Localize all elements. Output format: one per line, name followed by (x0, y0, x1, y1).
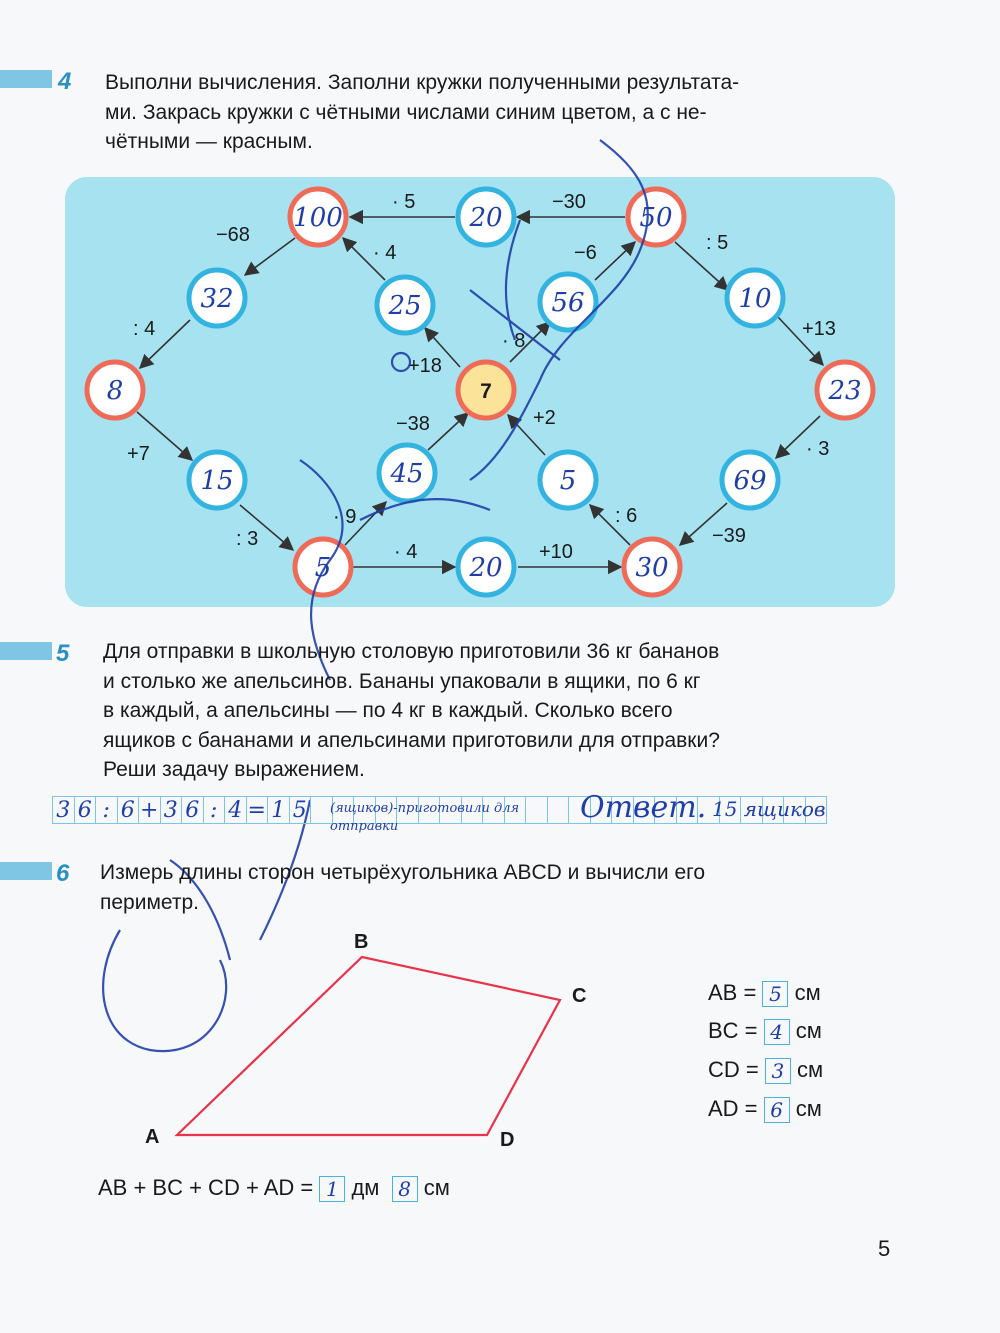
op-label: +18 (408, 355, 442, 377)
unit-cm: см (423, 1175, 450, 1200)
node-value: 100 (293, 203, 343, 233)
grid-cell[interactable]: 3 (52, 796, 75, 824)
op-label: +10 (539, 541, 573, 563)
grid-cell[interactable]: : (203, 796, 226, 824)
op-label: · 9 (333, 506, 357, 528)
text-line: и столько же апельсинов. Бананы упаковали в ящики, по 6 кг (103, 669, 701, 693)
unit-dm: дм (351, 1175, 380, 1200)
node-value: 30 (635, 553, 669, 583)
text-line: Для отправки в школьную столовую приготовили 36 кг бананов (103, 640, 720, 663)
grid-cell[interactable]: 6 (181, 796, 204, 824)
vertex-label: A (145, 1126, 160, 1148)
node-value: 5 (559, 466, 577, 496)
measure-box[interactable]: 5 (762, 981, 788, 1007)
start-value: 7 (480, 380, 492, 403)
measure-label: CD = (708, 1057, 759, 1082)
measurement-ab (708, 980, 821, 1007)
node-value: 69 (733, 466, 767, 496)
grid-cell[interactable]: 4 (224, 796, 247, 824)
op-label: : 5 (706, 232, 729, 254)
task-number: 6 (56, 860, 70, 887)
grid-cell[interactable]: = (246, 796, 269, 824)
perimeter-cm-box[interactable]: 8 (392, 1176, 418, 1202)
node-value: 8 (106, 376, 124, 406)
measurement-bc (708, 1018, 822, 1045)
measure-unit: см (797, 1057, 824, 1082)
measure-unit: см (795, 1018, 822, 1043)
op-label: −38 (396, 413, 430, 435)
op-label: · 8 (502, 330, 526, 352)
op-label: : 4 (133, 318, 156, 340)
vertex-label: D (500, 1129, 515, 1151)
op-label: · 5 (392, 191, 416, 213)
op-label: +2 (533, 407, 556, 429)
grid-cell[interactable]: + (138, 796, 161, 824)
grid-cell[interactable]: 6 (74, 796, 97, 824)
text-line: Реши задачу выражением. (103, 758, 365, 781)
grid-cell[interactable]: 5 (289, 796, 312, 824)
quadrilateral-abcd (177, 957, 560, 1135)
grid-cell[interactable]: 6 (117, 796, 140, 824)
node-value: 20 (469, 203, 503, 233)
grid-cell[interactable]: : (95, 796, 118, 824)
node-value: 50 (639, 203, 673, 233)
op-label: : 6 (615, 505, 638, 527)
op-label: · 4 (373, 242, 397, 264)
op-label: +7 (127, 443, 150, 465)
measure-label: BC = (708, 1018, 758, 1043)
text-line: в каждый, а апельсины — по 4 кг в каждый. Сколько всего (103, 699, 673, 722)
perimeter-expression: AB + BC + CD + AD = (98, 1175, 314, 1200)
op-label: −6 (574, 242, 597, 264)
measure-box[interactable]: 6 (764, 1097, 790, 1123)
task-number: 5 (56, 640, 70, 667)
op-label: +13 (802, 318, 836, 340)
measurement-ad (708, 1096, 822, 1123)
op-label: −30 (552, 191, 586, 213)
text-line: Выполни вычисления. Заполни кружки полученными результата- (105, 71, 740, 94)
measure-label: AB = (708, 980, 757, 1005)
node-value: 20 (469, 553, 503, 583)
node-value: 25 (388, 291, 422, 321)
text-line: периметр. (100, 890, 200, 914)
op-label: · 3 (806, 438, 830, 460)
grid-cell[interactable]: 3 (160, 796, 183, 824)
handwritten-answer-label: Ответ. (580, 790, 707, 825)
handwritten-note: (ящиков)-приготовили для отправки (330, 801, 520, 834)
op-label: : 3 (236, 528, 259, 550)
node-value: 15 (200, 466, 234, 496)
measure-box[interactable]: 3 (765, 1058, 791, 1084)
measure-unit: см (794, 980, 821, 1005)
perimeter-line (98, 1175, 450, 1202)
page-number: 5 (878, 1236, 891, 1261)
node-value: 32 (200, 284, 234, 314)
text-line: чётными — красным. (105, 130, 313, 153)
measure-unit: см (795, 1096, 822, 1121)
node-value: 45 (390, 459, 424, 489)
node-value: 23 (828, 376, 862, 406)
task-number: 4 (58, 68, 72, 95)
op-label: −68 (216, 224, 250, 246)
measure-box[interactable]: 4 (764, 1019, 790, 1045)
op-label: −39 (712, 525, 746, 547)
text-line: Измерь длины сторон четырёхугольника ABCD и вычисли его (100, 861, 706, 884)
text-line: ми. Закрась кружки с чётными числами синим цветом, а с не- (105, 100, 707, 124)
vertex-label: C (572, 985, 587, 1007)
handwritten-answer: 15 ящиков (712, 797, 826, 821)
node-value: 56 (551, 288, 585, 318)
grid-cell[interactable]: 1 (267, 796, 290, 824)
op-label: · 4 (394, 541, 418, 563)
node-value: 10 (738, 284, 772, 314)
measurement-cd (708, 1057, 823, 1084)
vertex-label: B (354, 931, 369, 953)
text-line: ящиков с бананами и апельсинами приготовили для отправки? (103, 728, 720, 752)
measure-label: AD = (708, 1096, 758, 1121)
node-value: 5 (314, 553, 332, 583)
perimeter-dm-box[interactable]: 1 (319, 1176, 345, 1202)
